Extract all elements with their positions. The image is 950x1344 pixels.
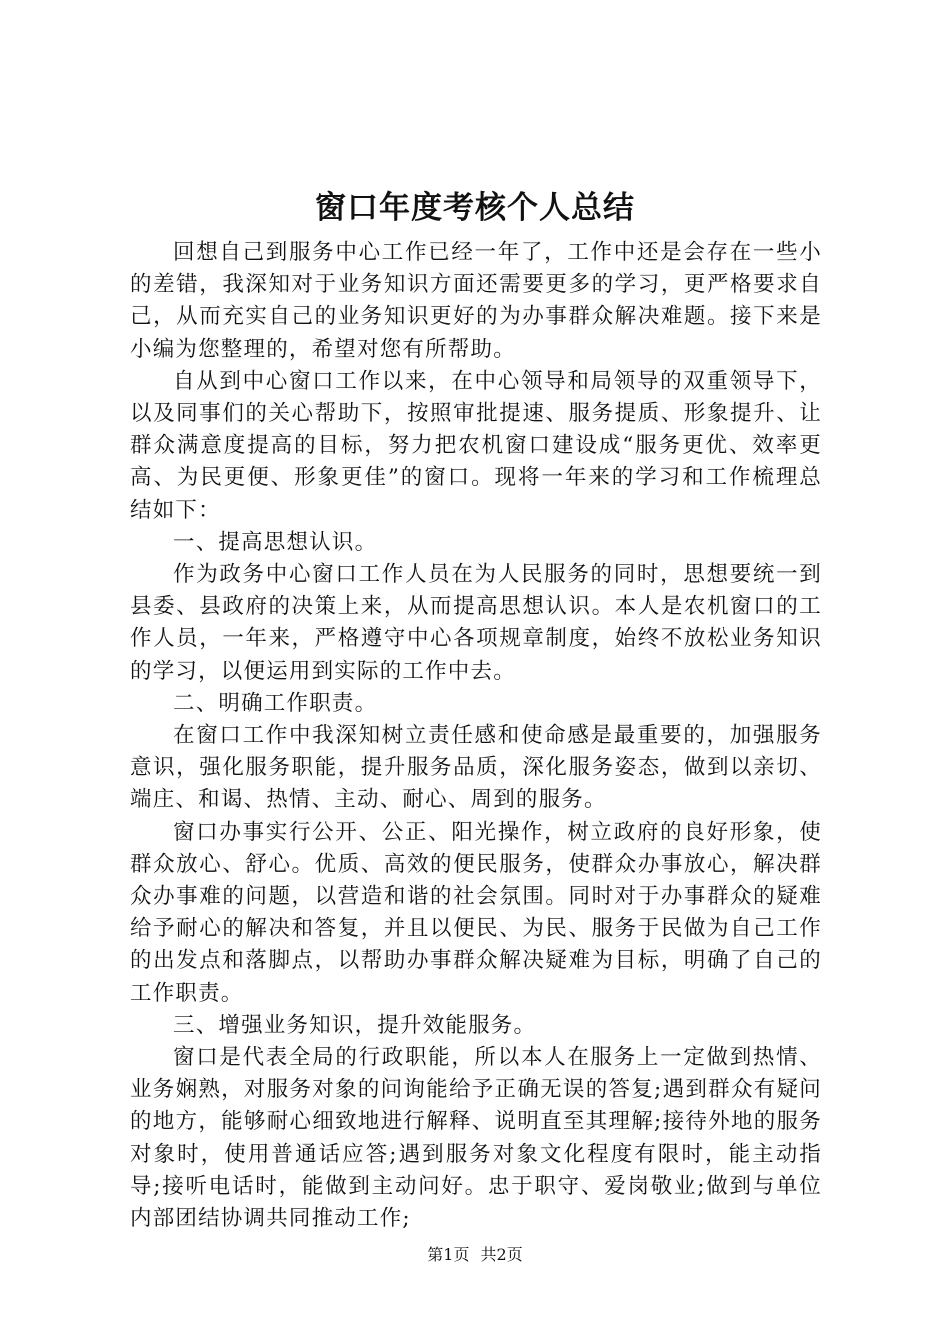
document-title: 窗口年度考核个人总结 [315, 190, 635, 226]
section-heading-3: 三、增强业务知识，提升效能服务。 [173, 1012, 537, 1038]
section-heading-1: 一、提高思想认识。 [173, 529, 378, 555]
paragraph-overview: 自从到中心窗口工作以来，在中心领导和局领导的双重领导下，以及同事们的关心帮助下，按照审批提速、服务提质、形象提升、让群众满意度提高的目标，努力把农机窗口建设成“服务更优、效率更高、为民更便、形象更佳”的窗口。现将一年来的学习和工作梳理总结如下： [130, 368, 822, 523]
page-number: 第1页 [427, 1245, 470, 1264]
paragraph-intro: 回想自己到服务中心工作已经一年了，工作中还是会存在一些小的差错，我深知对于业务知识方面还需要更多的学习，更严格要求自己，从而充实自己的业务知识更好的为办事群众解决难题。接下来是小编为您整理的，希望对您有所帮助。 [130, 240, 822, 362]
document-body [130, 237, 822, 1235]
section-heading-2: 二、明确工作职责。 [173, 690, 378, 716]
page-footer [0, 1244, 950, 1266]
page-total: 共2页 [480, 1245, 523, 1264]
paragraph-section-1: 作为政务中心窗口工作人员在为人民服务的同时，思想要统一到县委、县政府的决策上来，从而提高思想认识。本人是农机窗口的工作人员，一年来，严格遵守中心各项规章制度，始终不放松业务知识的学习，以便运用到实际的工作中去。 [130, 562, 822, 684]
paragraph-section-2a: 在窗口工作中我深知树立责任感和使命感是最重要的，加强服务意识，强化服务职能，提升服务品质，深化服务姿态，做到以亲切、端庄、和谒、热情、主动、耐心、周到的服务。 [130, 723, 822, 813]
paragraph-section-2b: 窗口办事实行公开、公正、阳光操作，树立政府的良好形象，使群众放心、舒心。优质、高效的便民服务，使群众办事放心，解决群众办事难的问题，以营造和谐的社会氛围。同时对于办事群众的疑难给予耐心的解决和答复，并且以便民、为民、服务于民做为自己工作的出发点和落脚点，以帮助办事群众解决疑难为目标，明确了自己的工作职责。 [130, 819, 822, 1006]
paragraph-section-3: 窗口是代表全局的行政职能，所以本人在服务上一定做到热情、业务娴熟，对服务对象的问询能给予正确无误的答复;遇到群众有疑问的地方，能够耐心细致地进行解释、说明直至其理解;接待外地的服务对象时，使用普通话应答;遇到服务对象文化程度有限时，能主动指导;接听电话时，能做到主动问好。忠于职守、爱岗敬业;做到与单位内部团结协调共同推动工作; [130, 1045, 822, 1232]
